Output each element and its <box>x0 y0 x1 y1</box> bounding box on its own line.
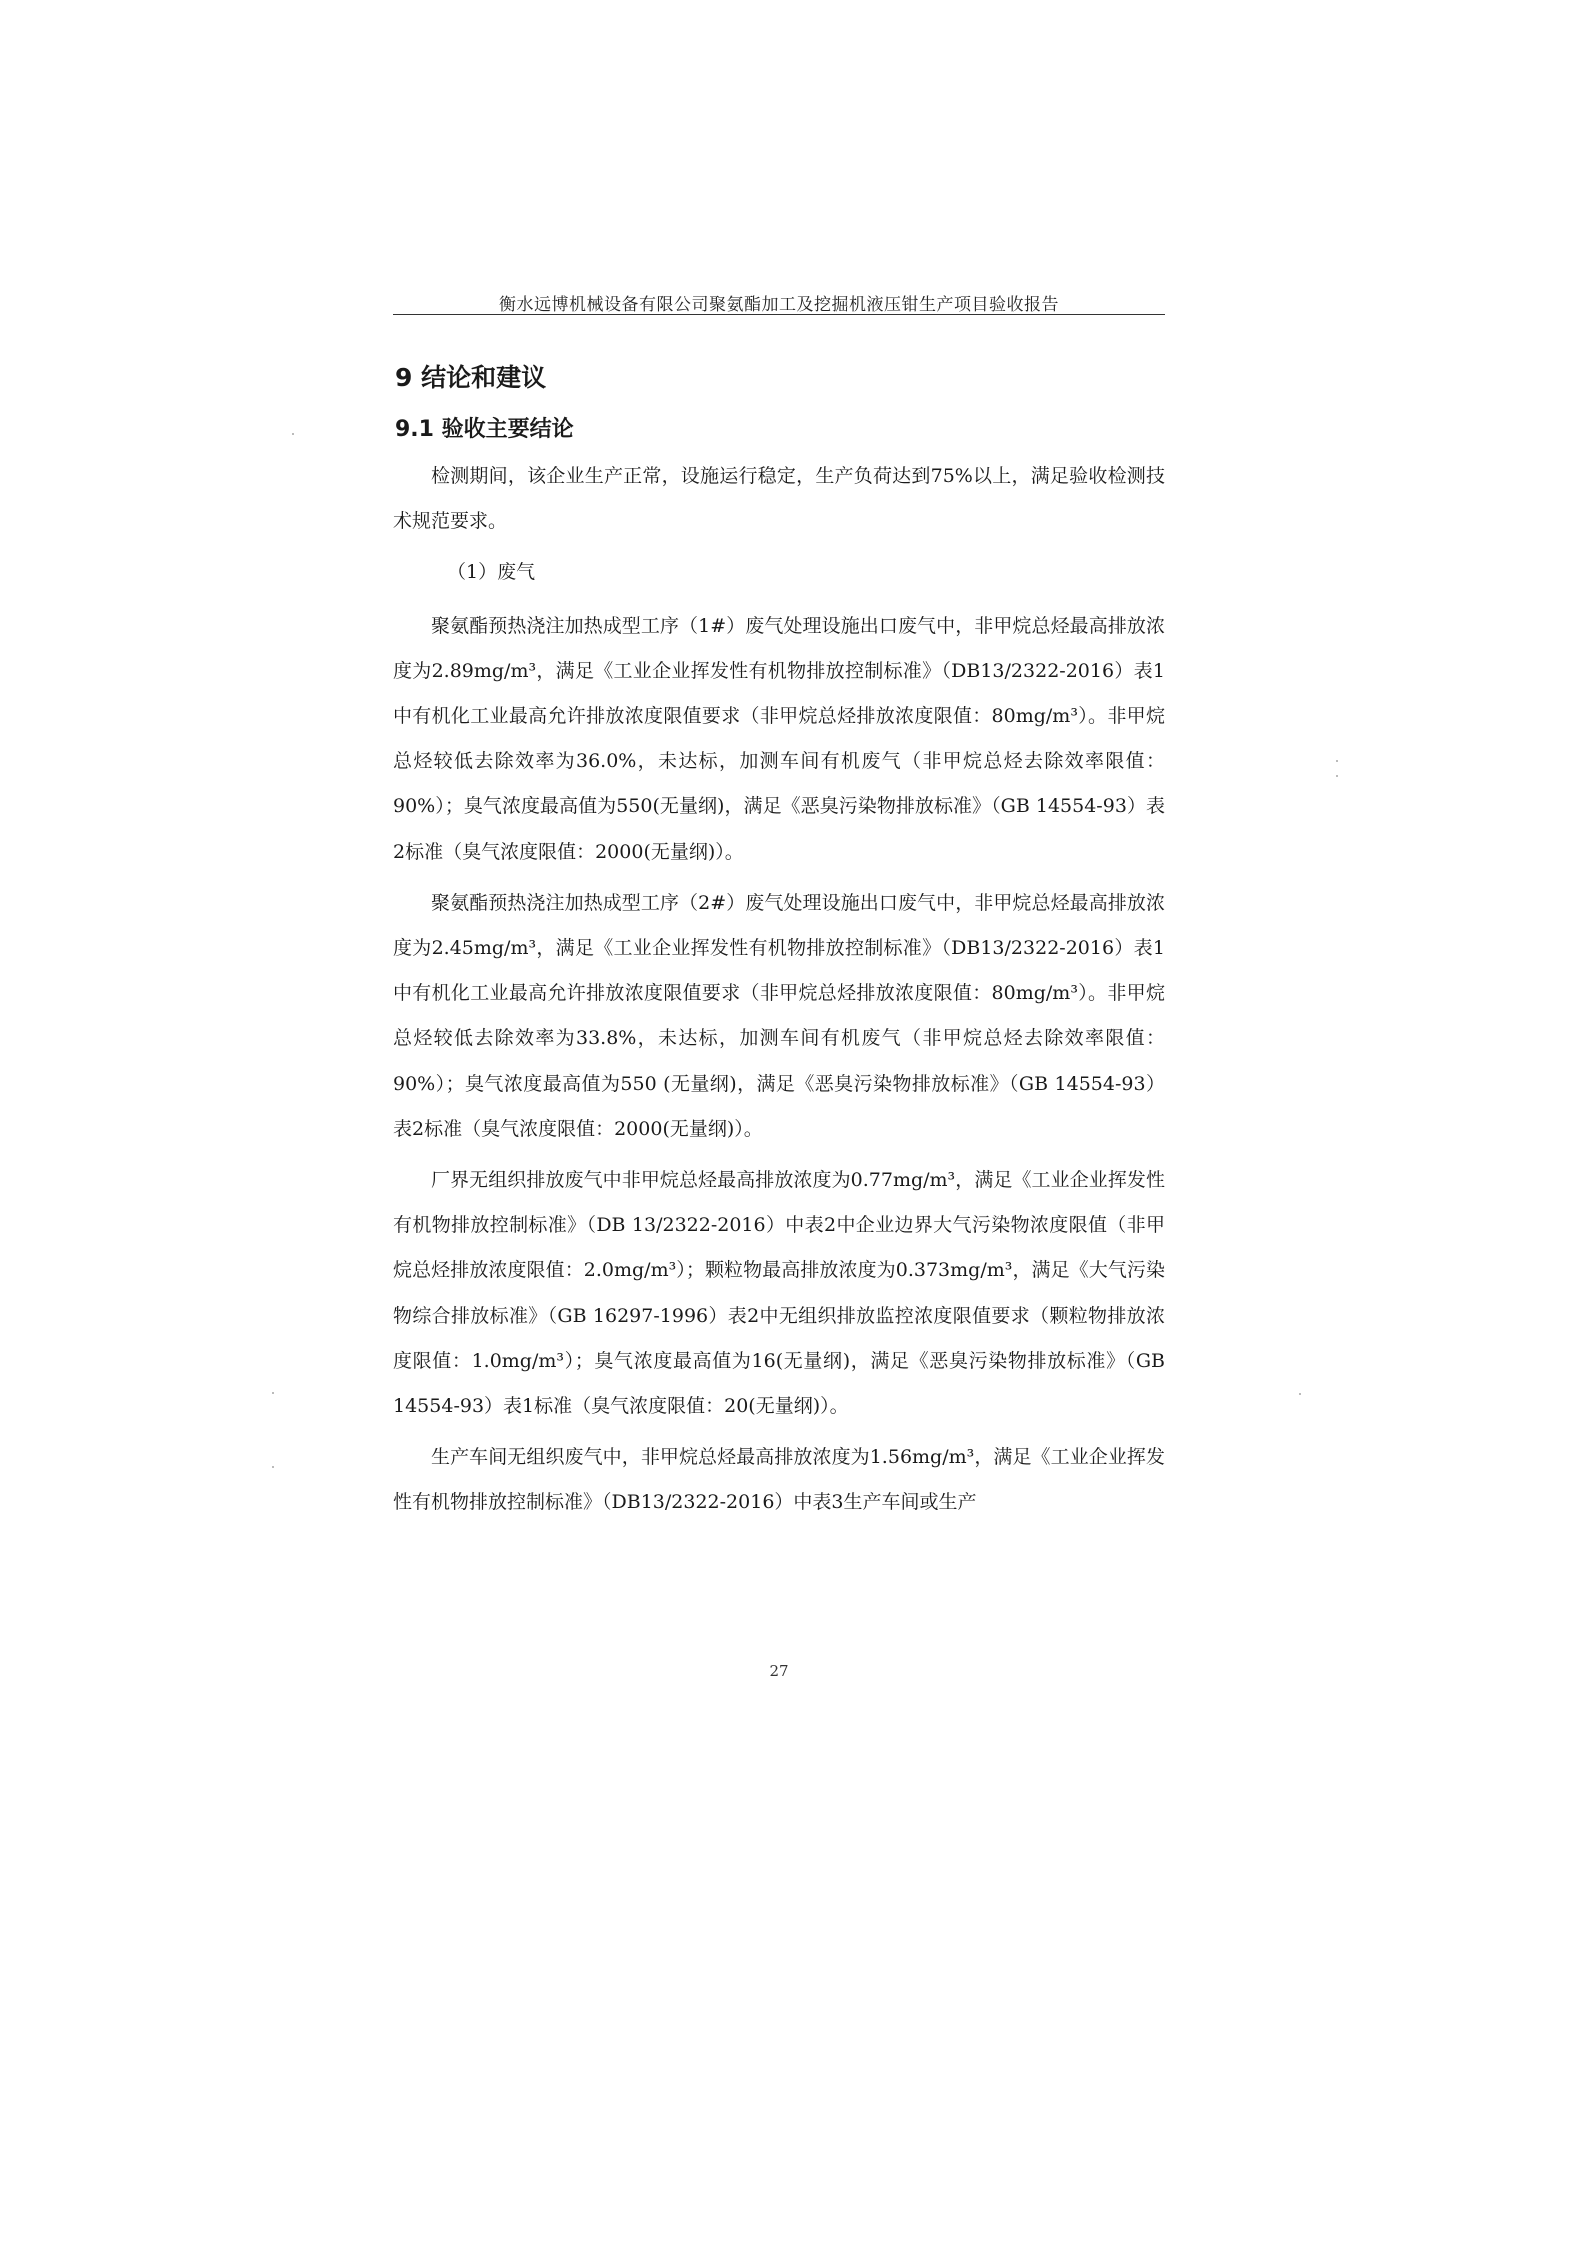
scan-speck <box>1299 1393 1301 1395</box>
paragraph-boundary: 厂界无组织排放废气中非甲烷总烃最高排放浓度为0.77mg/m³，满足《工业企业挥发性有机物排放控制标准》（DB 13/2322-2016）中表2中企业边界大气污染物浓度限值（非甲烷总烃排放浓度限值：2.0mg/m³）；颗粒物最高排放浓度为0.373mg/m³，满足《大气污染物综合排放标准》（GB 16297-1996）表2中无组织排放监控浓度限值要求（颗粒物排放浓度限值：1.0mg/m³）；臭气浓度最高值为16(无量纲)，满足《恶臭污染物排放标准》（GB 14554-93）表1标准（臭气浓度限值：20(无量纲)）。 <box>393 1169 1165 1418</box>
section-title: 9.1 验收主要结论 <box>395 417 574 442</box>
scan-speck <box>272 1392 274 1394</box>
scan-speck <box>292 433 294 435</box>
scan-speck <box>1336 775 1338 777</box>
paragraph-workshop: 生产车间无组织废气中，非甲烷总烃最高排放浓度为1.56mg/m³，满足《工业企业挥发性有机物排放控制标准》（DB13/2322-2016）中表3生产车间或生产 <box>393 1446 1165 1514</box>
subhead-waste-gas: （1）废气 <box>447 561 536 584</box>
running-header: 衡水远博机械设备有限公司聚氨酯加工及挖掘机液压钳生产项目验收报告 <box>499 295 1059 315</box>
header-rule <box>393 314 1165 315</box>
scan-speck <box>1336 760 1338 762</box>
intro-paragraph: 检测期间，该企业生产正常，设施运行稳定，生产负荷达到75%以上，满足验收检测技术规范要求。 <box>393 465 1165 533</box>
scan-speck <box>272 1466 274 1468</box>
paragraph-process-2: 聚氨酯预热浇注加热成型工序（2#）废气处理设施出口废气中，非甲烷总烃最高排放浓度为2.45mg/m³，满足《工业企业挥发性有机物排放控制标准》（DB13/2322-2016）表1中有机化工业最高允许排放浓度限值要求（非甲烷总烃排放浓度限值：80mg/m³）。非甲烷总烃较低去除效率为33.8%，未达标，加测车间有机废气（非甲烷总烃去除效率限值：90%）；臭气浓度最高值为550 (无量纲)，满足《恶臭污染物排放标准》（GB 14554-93）表2标准（臭气浓度限值：2000(无量纲)）。 <box>393 891 1165 1140</box>
paragraph-process-1: 聚氨酯预热浇注加热成型工序（1#）废气处理设施出口废气中，非甲烷总烃最高排放浓度为2.89mg/m³，满足《工业企业挥发性有机物排放控制标准》（DB13/2322-2016）表1中有机化工业最高允许排放浓度限值要求（非甲烷总烃排放浓度限值：80mg/m³）。非甲烷总烃较低去除效率为36.0%，未达标，加测车间有机废气（非甲烷总烃去除效率限值：90%）；臭气浓度最高值为550(无量纲)，满足《恶臭污染物排放标准》（GB 14554-93）表2标准（臭气浓度限值：2000(无量纲)）。 <box>393 614 1165 863</box>
chapter-title: 9 结论和建议 <box>395 363 547 392</box>
page-number: 27 <box>769 1662 789 1680</box>
page-content <box>393 350 1165 1532</box>
